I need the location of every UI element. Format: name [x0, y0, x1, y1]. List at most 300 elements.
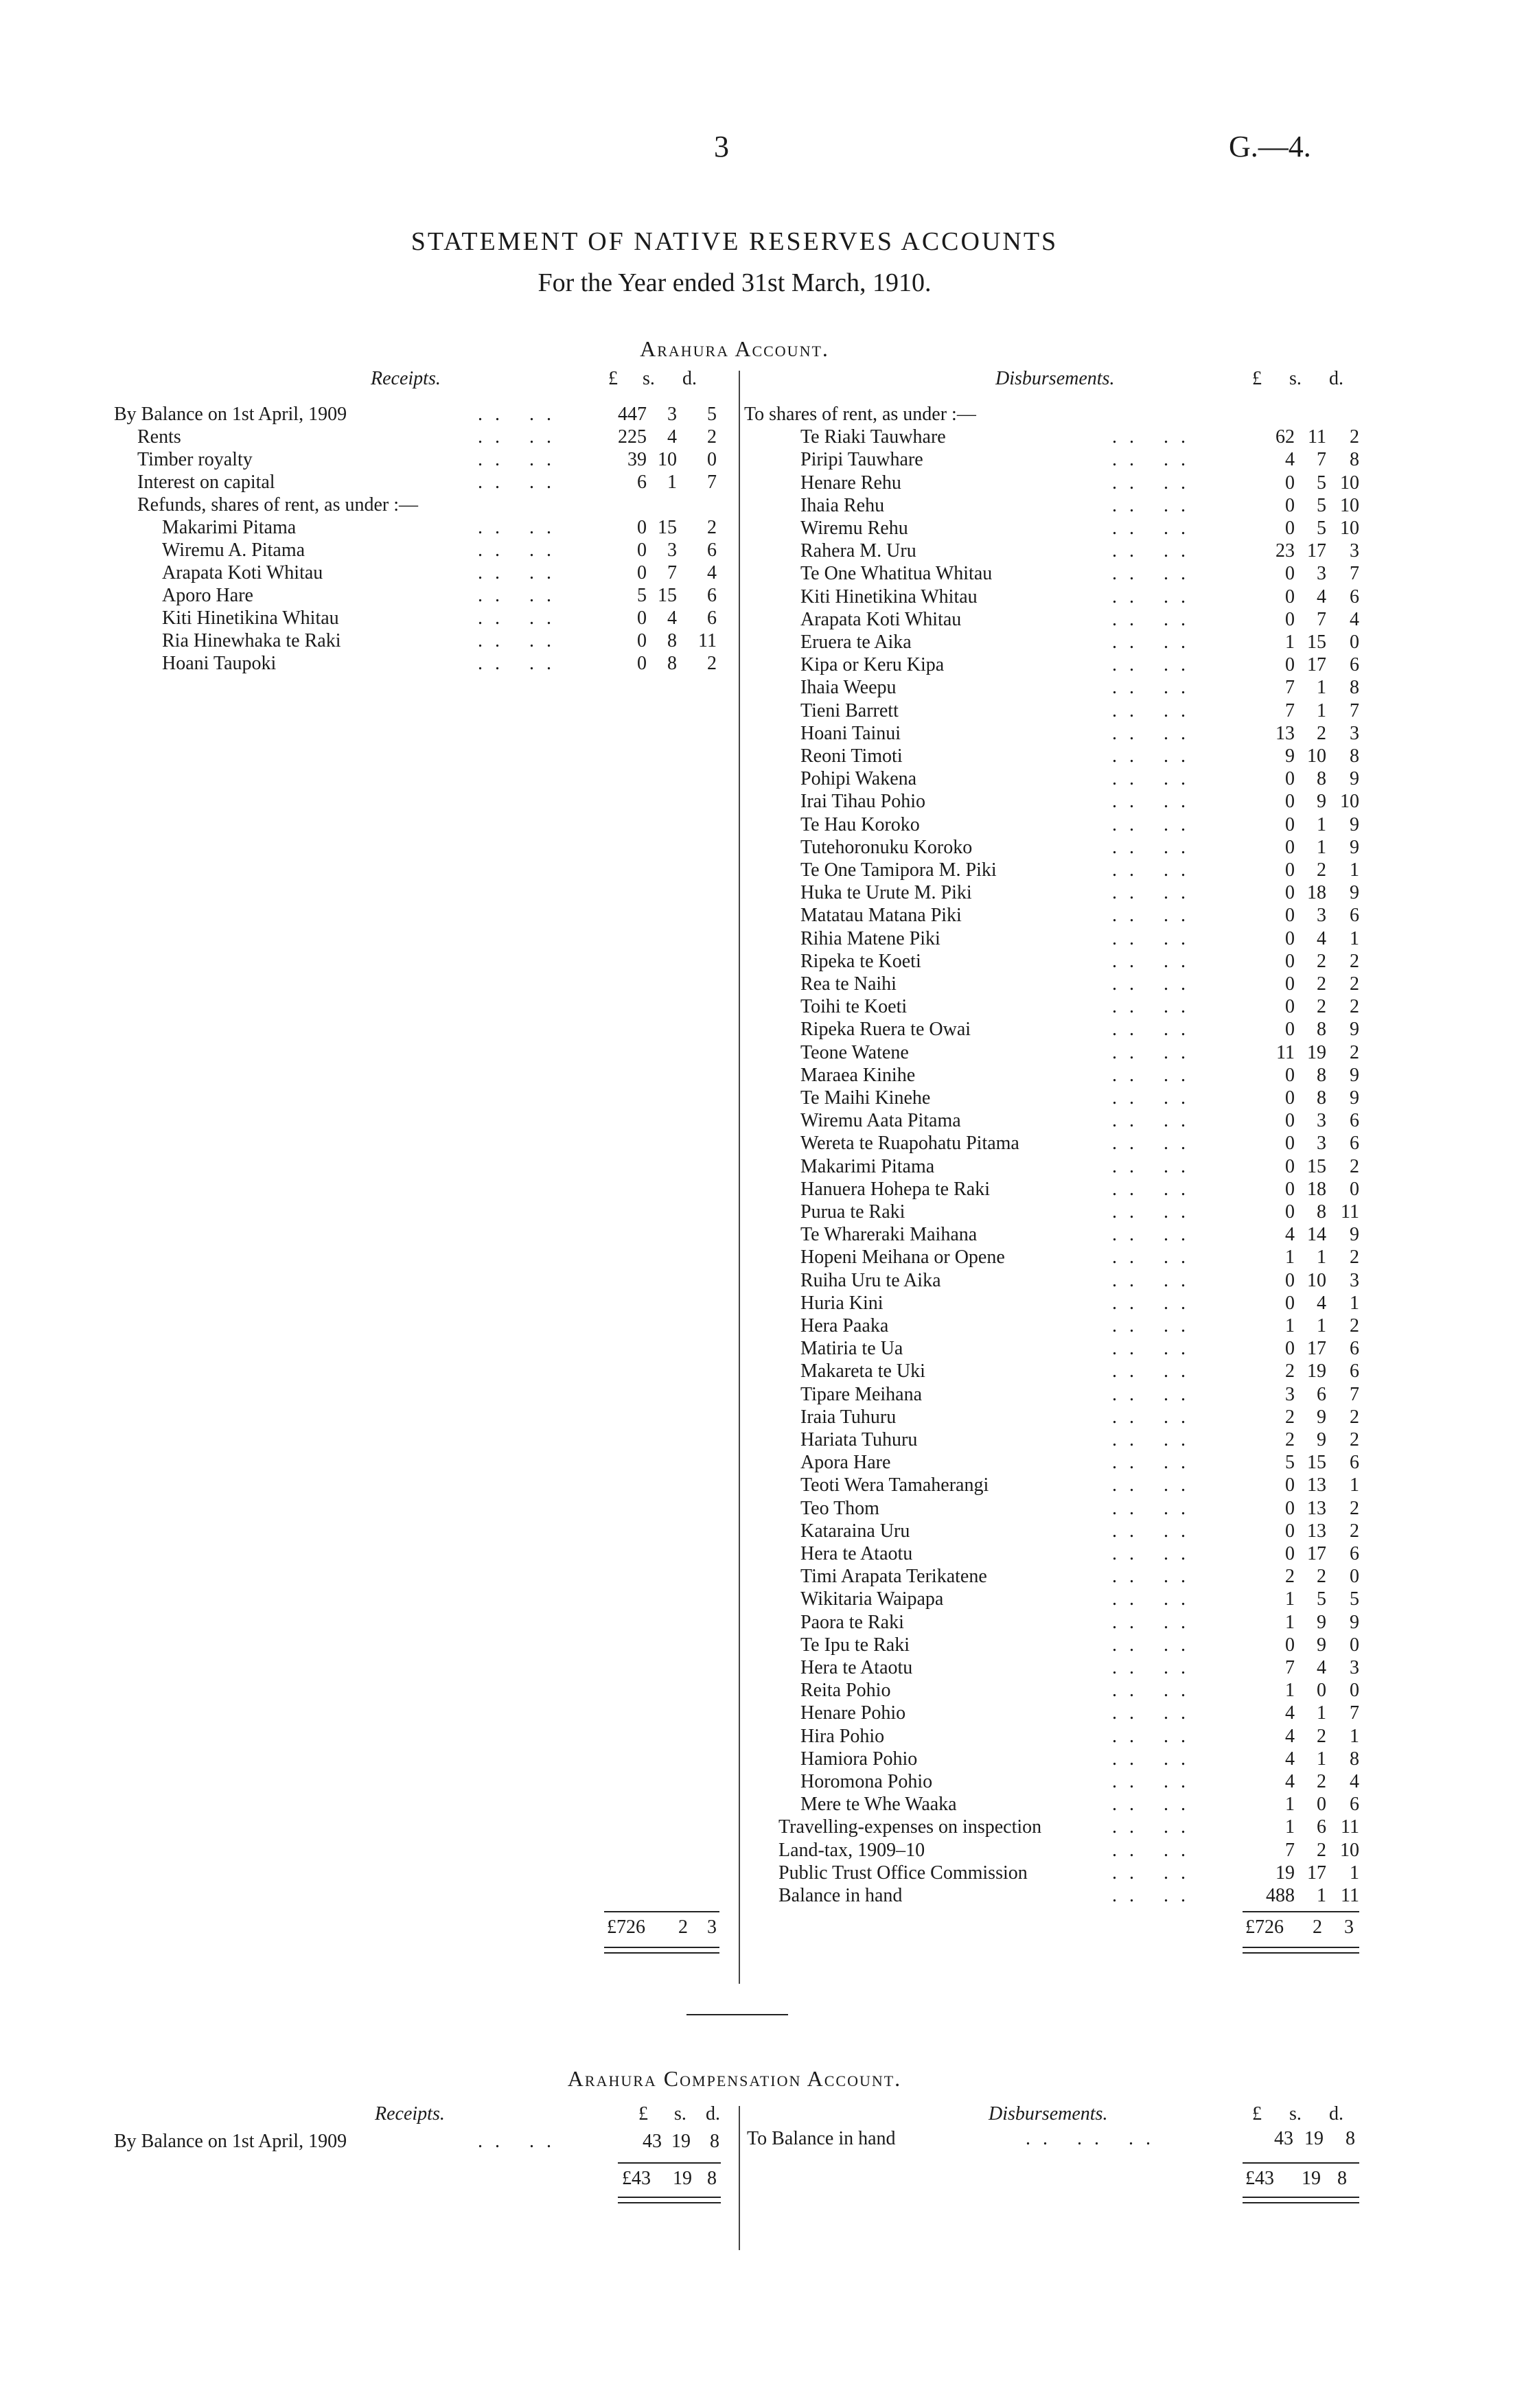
disb-row-label: Toihi te Koeti	[800, 996, 908, 1018]
disb-row-label: Wiremu Rehu	[800, 518, 908, 539]
disb-row-shillings: 1	[1317, 836, 1326, 858]
disb-row-leader: .. ..	[1112, 1634, 1198, 1656]
receipt-label: Makarimi Pitama	[162, 517, 297, 538]
comp-disb-leader: .. .. ..	[1026, 2128, 1163, 2149]
disb-row-shillings: 1	[1317, 1315, 1326, 1336]
disb-row-pounds: 3	[1285, 1383, 1295, 1405]
disb-row-pence: 2	[1350, 1497, 1359, 1519]
disb-row-leader: .. ..	[1112, 1041, 1198, 1063]
disb-row-shillings: 10	[1307, 1269, 1326, 1291]
disb-row-leader: .. ..	[1112, 1110, 1198, 1132]
comp-receipts-shilling-header: s.	[674, 2103, 686, 2125]
receipt-label: Aporo Hare	[162, 585, 253, 606]
receipt-label: Ria Hinewhaka te Raki	[162, 630, 341, 651]
comp-disb-pound-header: £	[1252, 2103, 1262, 2125]
section-separator	[686, 2014, 788, 2015]
disb-row-shillings: 6	[1317, 1383, 1326, 1405]
disb-row-leader: .. ..	[1112, 1178, 1198, 1200]
disb-row-leader: .. ..	[1112, 973, 1198, 995]
disb-row-leader: .. ..	[1112, 1588, 1198, 1610]
disb-row-label: Te Ipu te Raki	[800, 1634, 910, 1656]
disb-row-shillings: 3	[1317, 1133, 1326, 1155]
disb-row-leader: .. ..	[1112, 1771, 1198, 1792]
disb-row-pounds: 1	[1285, 1588, 1295, 1610]
disb-row-shillings: 1	[1317, 1247, 1326, 1269]
disb-row-shillings: 7	[1317, 449, 1326, 471]
disb-row-leader: .. ..	[1112, 1452, 1198, 1474]
disb-row-pounds: 2	[1285, 1429, 1295, 1450]
disb-row-label: Kipa or Keru Kipa	[800, 654, 945, 676]
disb-row-pounds: 0	[1285, 973, 1295, 995]
disb-row-pence: 2	[1350, 1429, 1359, 1450]
disb-row-pence: 10	[1340, 518, 1359, 539]
disb-total-pounds: £726	[1245, 1917, 1284, 1938]
disb-row-leader: .. ..	[1112, 472, 1198, 494]
disb-total-pence: 3	[1344, 1917, 1354, 1938]
disb-row-shillings: 9	[1317, 1634, 1326, 1656]
disb-row-pence: 0	[1350, 632, 1359, 653]
disb-row-label: Hira Pohio	[800, 1725, 885, 1747]
disb-row-label: Rahera M. Uru	[800, 540, 916, 562]
disb-row-pounds: 0	[1285, 1155, 1295, 1177]
disb-row-shillings: 17	[1307, 654, 1326, 676]
disb-row-shillings: 17	[1307, 1338, 1326, 1360]
disb-row-shillings: 8	[1317, 1064, 1326, 1086]
receipt-pence: 0	[707, 449, 717, 470]
disb-row-pounds: 4	[1285, 449, 1295, 471]
disb-row-pounds: 0	[1285, 836, 1295, 858]
disb-other-row-label: Travelling-expenses on inspection	[778, 1816, 1042, 1838]
disb-pence-header: d.	[1329, 368, 1343, 389]
disb-row-label: Te One Tamipora M. Piki	[800, 859, 997, 881]
disb-row-pence: 2	[1350, 996, 1359, 1018]
disb-row-label: Pohipi Wakena	[800, 768, 917, 790]
receipt-label: Arapata Koti Whitau	[162, 562, 323, 583]
disb-row-pounds: 0	[1285, 768, 1295, 790]
disb-row-leader: .. ..	[1112, 813, 1198, 835]
disb-row-leader: .. ..	[1112, 1383, 1198, 1405]
disb-row-pounds: 13	[1275, 722, 1295, 744]
disb-row-shillings: 2	[1317, 1566, 1326, 1588]
disb-row-pence: 5	[1350, 1588, 1359, 1610]
disb-total-rule-top	[1243, 1911, 1359, 1912]
disb-row-shillings: 18	[1307, 882, 1326, 904]
disb-other-row-shillings: 17	[1307, 1862, 1326, 1884]
disb-row-shillings: 14	[1307, 1224, 1326, 1246]
disb-row-pounds: 4	[1285, 1702, 1295, 1724]
receipt-pence: 7	[707, 472, 717, 493]
disb-row-pence: 1	[1350, 859, 1359, 881]
disb-row-shillings: 2	[1317, 1771, 1326, 1792]
disb-row-pence: 2	[1350, 1315, 1359, 1336]
disb-row-shillings: 4	[1317, 586, 1326, 607]
disb-row-label: Te Hau Koroko	[800, 813, 920, 835]
disb-row-label: Reoni Timoti	[800, 745, 903, 767]
disb-row-leader: .. ..	[1112, 722, 1198, 744]
disb-row-pence: 2	[1350, 426, 1359, 448]
disb-row-leader: .. ..	[1112, 1315, 1198, 1336]
receipt-label: Interest on capital	[137, 472, 275, 493]
disb-row-label: Huka te Urute M. Piki	[800, 882, 972, 904]
disb-row-shillings: 2	[1317, 996, 1326, 1018]
disb-row-pounds: 4	[1285, 1224, 1295, 1246]
comp-receipts-total-pounds: £43	[622, 2168, 651, 2189]
disb-row-shillings: 0	[1317, 1680, 1326, 1702]
disb-row-pounds: 1	[1285, 1680, 1295, 1702]
disb-row-label: Matiria te Ua	[800, 1338, 903, 1360]
comp-disb-pence-header: d.	[1329, 2103, 1343, 2125]
comp-disb-rule-2	[1243, 2202, 1359, 2203]
disb-row-pounds: 2	[1285, 1406, 1295, 1428]
receipt-leader: .. ..	[478, 540, 564, 561]
disb-row-pounds: 4	[1285, 1725, 1295, 1747]
disb-row-label: Wikitaria Waipapa	[800, 1588, 944, 1610]
receipt-leader: .. ..	[478, 426, 564, 448]
disb-row-leader: .. ..	[1112, 1406, 1198, 1428]
receipt-label: Timber royalty	[137, 449, 253, 470]
disb-row-pounds: 7	[1285, 699, 1295, 721]
disb-row-leader: .. ..	[1112, 1292, 1198, 1314]
disb-row-label: Hera te Ataotu	[800, 1543, 913, 1564]
disb-row-pence: 9	[1350, 882, 1359, 904]
receipt-shillings: 8	[667, 653, 677, 674]
disb-row-pence: 10	[1340, 494, 1359, 516]
disb-row-label: Maraea Kinihe	[800, 1064, 916, 1086]
disb-row-pence: 0	[1350, 1566, 1359, 1588]
receipt-pence: 6	[707, 607, 717, 629]
comp-disb-shilling-header: s.	[1289, 2103, 1302, 2125]
disb-row-leader: .. ..	[1112, 1155, 1198, 1177]
disb-row-shillings: 9	[1317, 1406, 1326, 1428]
disb-row-leader: .. ..	[1112, 836, 1198, 858]
disb-other-row-leader: .. ..	[1112, 1816, 1198, 1838]
disb-row-leader: .. ..	[1112, 882, 1198, 904]
disb-row-pounds: 0	[1285, 1338, 1295, 1360]
disb-row-shillings: 1	[1317, 1748, 1326, 1770]
receipts-total-pounds: £726	[607, 1917, 645, 1938]
disb-row-label: Piripi Tauwhare	[800, 449, 923, 471]
receipt-shillings: 15	[658, 585, 677, 606]
disb-row-pence: 1	[1350, 1474, 1359, 1496]
comp-receipt-label: By Balance on 1st April, 1909	[114, 2131, 347, 2152]
receipt-pence: 2	[707, 426, 717, 448]
disb-row-label: Te One Whatitua Whitau	[800, 563, 993, 585]
disb-other-row-label: Land-tax, 1909–10	[778, 1839, 925, 1861]
receipts-pence-header: d.	[682, 368, 697, 389]
receipts-total-shillings: 2	[678, 1917, 688, 1938]
receipt-shillings: 8	[667, 630, 677, 651]
receipts-total-rule-1	[604, 1947, 719, 1948]
disb-row-pence: 9	[1350, 1019, 1359, 1041]
disb-row-label: Ihaia Rehu	[800, 494, 885, 516]
disb-other-row-pence: 1	[1350, 1862, 1359, 1884]
disb-row-pence: 9	[1350, 768, 1359, 790]
disb-pound-header: £	[1252, 368, 1262, 389]
disb-row-pence: 3	[1350, 722, 1359, 744]
disb-row-shillings: 2	[1317, 950, 1326, 972]
comp-receipts-total-pence: 8	[707, 2168, 717, 2189]
receipt-pence: 5	[707, 404, 717, 425]
disb-row-pence: 6	[1350, 586, 1359, 607]
disb-row-shillings: 2	[1317, 973, 1326, 995]
disb-row-leader: .. ..	[1112, 654, 1198, 676]
disb-row-leader: .. ..	[1112, 1474, 1198, 1496]
comp-receipt-leader: .. ..	[478, 2131, 564, 2152]
disb-row-pence: 6	[1350, 1361, 1359, 1382]
comp-disb-rule-top	[1243, 2162, 1359, 2164]
disb-row-label: Kataraina Uru	[800, 1520, 910, 1542]
disb-row-shillings: 1	[1317, 677, 1326, 699]
disb-row-label: Hamiora Pohio	[800, 1748, 918, 1770]
disb-row-pounds: 0	[1285, 859, 1295, 881]
disb-row-pounds: 0	[1285, 518, 1295, 539]
receipt-label: Kiti Hinetikina Whitau	[162, 607, 339, 629]
disb-row-pence: 7	[1350, 1383, 1359, 1405]
receipt-shillings: 3	[667, 540, 677, 561]
disb-row-pounds: 0	[1285, 1064, 1295, 1086]
disb-row-pounds: 0	[1285, 996, 1295, 1018]
receipt-shillings: 4	[667, 607, 677, 629]
disb-row-label: Ripeka te Koeti	[800, 950, 921, 972]
receipt-pence: 11	[698, 630, 717, 651]
disb-row-pence: 3	[1350, 1657, 1359, 1678]
disb-row-shillings: 15	[1307, 632, 1326, 653]
disb-row-pounds: 5	[1285, 1452, 1295, 1474]
receipt-pounds: 447	[618, 404, 647, 425]
disb-row-shillings: 7	[1317, 608, 1326, 630]
disb-row-shillings: 5	[1317, 1588, 1326, 1610]
receipt-shillings: 10	[658, 449, 677, 470]
disb-row-pounds: 0	[1285, 882, 1295, 904]
receipt-leader: .. ..	[478, 404, 564, 425]
disb-row-pence: 1	[1350, 927, 1359, 949]
disb-row-shillings: 10	[1307, 745, 1326, 767]
disb-row-shillings: 13	[1307, 1497, 1326, 1519]
disb-row-pounds: 0	[1285, 472, 1295, 494]
disb-row-pence: 9	[1350, 813, 1359, 835]
disb-row-pence: 8	[1350, 677, 1359, 699]
disb-row-shillings: 3	[1317, 563, 1326, 585]
disb-row-pence: 0	[1350, 1634, 1359, 1656]
disb-row-pounds: 0	[1285, 1201, 1295, 1223]
receipt-pounds: 225	[618, 426, 647, 448]
disb-row-pounds: 0	[1285, 563, 1295, 585]
disb-row-shillings: 15	[1307, 1155, 1326, 1177]
comp-receipt-pounds: 43	[643, 2131, 662, 2152]
disb-row-pounds: 0	[1285, 791, 1295, 813]
page-title: STATEMENT OF NATIVE RESERVES ACCOUNTS	[411, 227, 1059, 256]
disb-row-pounds: 4	[1285, 1748, 1295, 1770]
disb-other-row-pence: 11	[1341, 1885, 1359, 1906]
receipt-pounds: 39	[627, 449, 647, 470]
disb-row-shillings: 17	[1307, 540, 1326, 562]
disb-row-label: Matatau Matana Piki	[800, 905, 962, 927]
disb-other-row-label: Public Trust Office Commission	[778, 1862, 1028, 1884]
disb-other-row-leader: .. ..	[1112, 1839, 1198, 1861]
disb-row-pence: 9	[1350, 1224, 1359, 1246]
disb-row-label: Wereta te Ruapohatu Pitama	[800, 1133, 1019, 1155]
disb-row-leader: .. ..	[1112, 1133, 1198, 1155]
disb-row-pence: 11	[1341, 1201, 1359, 1223]
disb-row-label: Timi Arapata Terikatene	[800, 1566, 987, 1588]
disb-row-pence: 7	[1350, 563, 1359, 585]
receipt-pounds: 0	[637, 630, 647, 651]
disb-row-shillings: 5	[1317, 494, 1326, 516]
disb-row-pounds: 0	[1285, 1474, 1295, 1496]
receipt-pence: 6	[707, 585, 717, 606]
disb-row-pounds: 0	[1285, 813, 1295, 835]
disb-row-pounds: 0	[1285, 1178, 1295, 1200]
disb-row-label: Irai Tihau Pohio	[800, 791, 926, 813]
receipt-leader: .. ..	[478, 653, 564, 674]
disb-row-leader: .. ..	[1112, 608, 1198, 630]
disb-row-pounds: 1	[1285, 1247, 1295, 1269]
disb-row-leader: .. ..	[1112, 518, 1198, 539]
disb-row-leader: .. ..	[1112, 563, 1198, 585]
disb-row-pounds: 62	[1275, 426, 1295, 448]
disb-row-leader: .. ..	[1112, 426, 1198, 448]
disb-row-label: Te Whareraki Maihana	[800, 1224, 978, 1246]
disb-other-row-pence: 10	[1340, 1839, 1359, 1861]
disb-row-leader: .. ..	[1112, 1657, 1198, 1678]
disb-row-pence: 2	[1350, 950, 1359, 972]
receipt-leader: .. ..	[478, 449, 564, 470]
receipt-leader: .. ..	[478, 630, 564, 651]
disb-row-label: Teo Thom	[800, 1497, 879, 1519]
disb-row-shillings: 5	[1317, 518, 1326, 539]
disb-row-pounds: 7	[1285, 677, 1295, 699]
disb-row-pounds: 0	[1285, 905, 1295, 927]
disb-row-label: Ihaia Weepu	[800, 677, 897, 699]
disb-row-label: Te Maihi Kinehe	[800, 1087, 931, 1109]
disb-row-leader: .. ..	[1112, 449, 1198, 471]
disb-row-pounds: 0	[1285, 494, 1295, 516]
disb-total-rule-2	[1243, 1952, 1359, 1954]
disb-row-pounds: 9	[1285, 745, 1295, 767]
disb-row-leader: .. ..	[1112, 1361, 1198, 1382]
disb-row-label: Rea te Naihi	[800, 973, 897, 995]
disb-row-pence: 2	[1350, 973, 1359, 995]
disb-other-row-pounds: 7	[1285, 1839, 1295, 1861]
disb-row-leader: .. ..	[1112, 1611, 1198, 1633]
disb-row-shillings: 5	[1317, 472, 1326, 494]
disb-row-shillings: 19	[1307, 1361, 1326, 1382]
disb-row-label: Hoani Tainui	[800, 722, 901, 744]
comp-disbursements-heading: Disbursements.	[989, 2103, 1108, 2125]
disb-row-label: Eruera te Aika	[800, 632, 912, 653]
disb-row-leader: .. ..	[1112, 1725, 1198, 1747]
disb-row-shillings: 9	[1317, 1611, 1326, 1633]
disb-row-leader: .. ..	[1112, 950, 1198, 972]
disb-row-label: Tieni Barrett	[800, 699, 899, 721]
disb-row-pence: 7	[1350, 1702, 1359, 1724]
disb-row-pence: 2	[1350, 1406, 1359, 1428]
disb-row-label: Ruiha Uru te Aika	[800, 1269, 941, 1291]
receipt-pence: 4	[707, 562, 717, 583]
receipt-leader: .. ..	[478, 517, 564, 538]
disb-row-leader: .. ..	[1112, 1566, 1198, 1588]
disb-row-pounds: 23	[1275, 540, 1295, 562]
disb-row-shillings: 15	[1307, 1452, 1326, 1474]
disb-row-shillings: 17	[1307, 1543, 1326, 1564]
disb-row-leader: .. ..	[1112, 677, 1198, 699]
disb-row-shillings: 8	[1317, 768, 1326, 790]
disb-row-pence: 6	[1350, 1794, 1359, 1816]
disb-row-pence: 9	[1350, 1087, 1359, 1109]
disb-row-leader: .. ..	[1112, 1497, 1198, 1519]
receipt-pounds: 0	[637, 517, 647, 538]
disb-row-pounds: 0	[1285, 1292, 1295, 1314]
receipt-shillings: 3	[667, 404, 677, 425]
receipt-shillings: 1	[667, 472, 677, 493]
disb-other-row-shillings: 6	[1317, 1816, 1326, 1838]
disb-row-leader: .. ..	[1112, 1247, 1198, 1269]
comp-receipt-pence: 8	[710, 2131, 719, 2152]
disb-row-shillings: 3	[1317, 1110, 1326, 1132]
disb-row-pence: 10	[1340, 791, 1359, 813]
disb-row-pence: 4	[1350, 608, 1359, 630]
disb-row-label: Mere te Whe Waaka	[800, 1794, 957, 1816]
disb-row-pounds: 0	[1285, 1543, 1295, 1564]
disb-row-label: Hopeni Meihana or Opene	[800, 1247, 1005, 1269]
disb-row-leader: .. ..	[1112, 1680, 1198, 1702]
disb-row-shillings: 9	[1317, 791, 1326, 813]
disb-row-leader: .. ..	[1112, 494, 1198, 516]
disb-row-pence: 9	[1350, 836, 1359, 858]
disb-row-leader: .. ..	[1112, 1019, 1198, 1041]
receipts-total-pence: 3	[707, 1917, 717, 1938]
disb-row-label: Wiremu Aata Pitama	[800, 1110, 961, 1132]
disb-row-pounds: 0	[1285, 1497, 1295, 1519]
disb-row-leader: .. ..	[1112, 1429, 1198, 1450]
disb-row-label: Kiti Hinetikina Whitau	[800, 586, 978, 607]
disb-row-shillings: 2	[1317, 1725, 1326, 1747]
disb-total-rule-1	[1243, 1947, 1359, 1948]
disb-row-pence: 0	[1350, 1178, 1359, 1200]
disb-row-pounds: 4	[1285, 1771, 1295, 1792]
receipt-leader: .. ..	[478, 472, 564, 493]
receipt-pounds: 6	[637, 472, 647, 493]
receipt-pounds: 0	[637, 562, 647, 583]
disb-row-pence: 0	[1350, 1680, 1359, 1702]
disb-row-label: Rihia Matene Piki	[800, 927, 940, 949]
disb-row-pounds: 0	[1285, 950, 1295, 972]
disb-row-shillings: 3	[1317, 905, 1326, 927]
disb-row-leader: .. ..	[1112, 1794, 1198, 1816]
disb-row-leader: .. ..	[1112, 540, 1198, 562]
disb-row-pence: 3	[1350, 540, 1359, 562]
receipt-pounds: 5	[637, 585, 647, 606]
comp-disb-total-pence: 8	[1337, 2168, 1347, 2189]
receipt-shillings: 15	[658, 517, 677, 538]
receipt-pounds: 0	[637, 607, 647, 629]
disb-row-shillings: 11	[1308, 426, 1326, 448]
disb-row-label: Hanuera Hohepa te Raki	[800, 1178, 990, 1200]
comp-disb-pence: 8	[1346, 2128, 1355, 2149]
disb-row-label: Tipare Meihana	[800, 1383, 923, 1405]
disb-other-row-leader: .. ..	[1112, 1885, 1198, 1906]
disb-row-pounds: 0	[1285, 1133, 1295, 1155]
compensation-account-heading: Arahura Compensation Account.	[567, 2066, 902, 2091]
disb-row-leader: .. ..	[1112, 1702, 1198, 1724]
disb-row-label: Iraia Tuhuru	[800, 1406, 897, 1428]
comp-receipt-shillings: 19	[671, 2131, 691, 2152]
disb-row-pence: 1	[1350, 1725, 1359, 1747]
disb-total-shillings: 2	[1313, 1917, 1322, 1938]
disb-other-row-pounds: 19	[1275, 1862, 1295, 1884]
comp-receipts-pence-header: d.	[706, 2103, 720, 2125]
disb-row-leader: .. ..	[1112, 905, 1198, 927]
